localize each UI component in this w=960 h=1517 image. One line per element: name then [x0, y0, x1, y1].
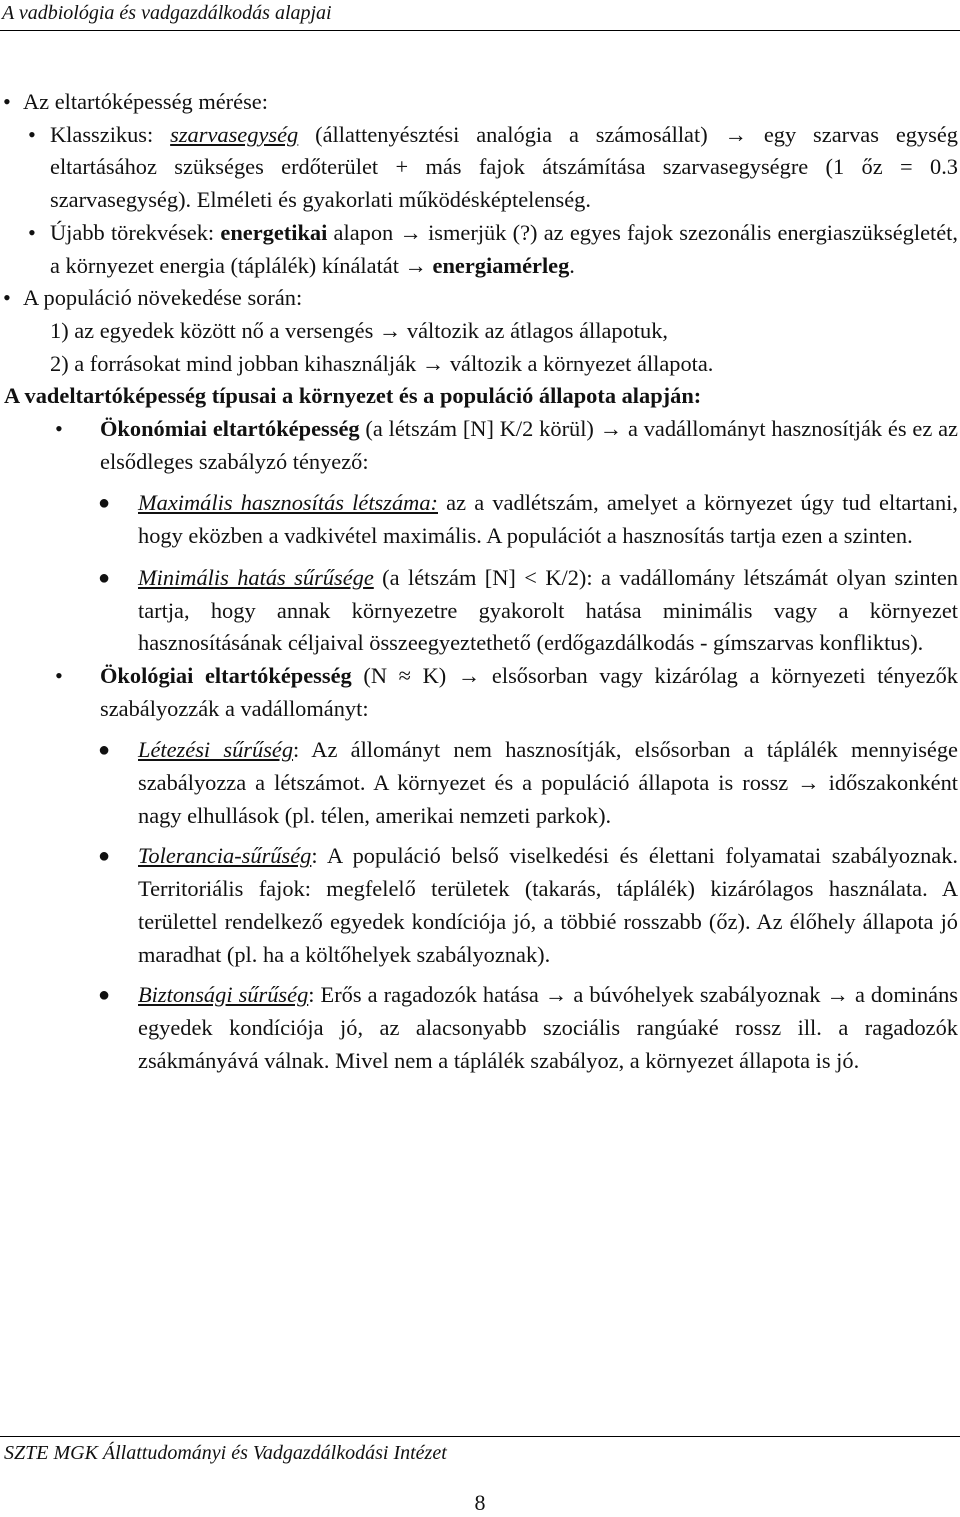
- bullet-icon: •: [28, 219, 36, 245]
- bullet-icon: •: [55, 416, 63, 442]
- bullet-economic-capacity: • Ökonómiai eltartóképesség (a létszám [N] K/2 körül) → a vadállományt hasznosítják és ez az elsődleges szabályzó tényező:: [0, 413, 958, 478]
- bullet-icon: •: [55, 662, 63, 688]
- growth-item-1: 1) az egyedek között nő a versengés → változik az átlagos állapotuk,: [50, 317, 669, 343]
- subbullet-tolerance-density: ● Tolerancia-sűrűség: A populáció belső viselkedési és élettani folyamatai szabályoznak. Territoriális fajok: megfelelő területek (takarás, táplálék) kizárólagos használata. A területtel rendelkező egyedek kondíciója jó, a többié rosszabb (őz). Az élőhely állapota jó maradhat (pl. ha a költőhelyek szabályoznak).: [0, 840, 958, 971]
- arrow-icon: →: [544, 982, 568, 1008]
- bullet-icon: ●: [98, 845, 111, 868]
- bullet-ecological-capacity: • Ökológiai eltartóképesség (N ≈ K) → elsősorban vagy kizárólag a környezeti tényezők szabályozzák a vadállományt:: [0, 660, 958, 725]
- term-safety: Biztonsági sűrűség: [138, 982, 309, 1008]
- footer-institute: SZTE MGK Állattudományi és Vadgazdálkodási Intézet: [4, 1442, 447, 1464]
- arrow-icon: →: [399, 219, 422, 245]
- subbullet-maximal-use: ● Maximális hasznosítás létszáma: az a vadlétszám, amelyet a környezet úgy tud eltartani, hogy eközben a vadkivétel maximális. A populációt a hasznosítás tartja ezen a szinten.: [0, 487, 958, 552]
- header-rule: [0, 30, 960, 31]
- arrow-icon: →: [724, 121, 747, 147]
- arrow-icon: →: [797, 770, 820, 796]
- arrow-icon: →: [599, 416, 623, 442]
- bullet-icon: ●: [98, 739, 111, 762]
- subbullet-existence-density: ● Létezési sűrűség: Az állományt nem hasznosítják, elsősorban a táplálék mennyisége szabályozza a létszámot. A környezet és a populáció állapota is rossz → időszakonként nagy elhullások (pl. télen, amerikai nemzeti parkok).: [0, 734, 958, 832]
- arrow-icon: →: [421, 350, 445, 376]
- subbullet-safety-density: ● Biztonsági sűrűség: Erős a ragadozók hatása → a búvóhelyek szabályoznak → a domináns egyedek kondíciója jó, az alacsonyabb szociális rangúaké rossz ill. a ragadozók zsákmányává válnak. Mivel nem a táplálék szabályoz, a környezet állapota is jó.: [0, 979, 958, 1077]
- bullet-new-approaches: • Újabb törekvések: energetikai alapon → ismerjük (?) az egyes fajok szezonális energiaszükségletét, a környezet energia (táplálék) kínálatát → energiamérleg.: [0, 217, 958, 282]
- arrow-icon: →: [826, 982, 849, 1008]
- term-max-use: Maximális hasznosítás létszáma:: [138, 490, 438, 516]
- term-min-impact: Minimális hatás sűrűsége: [138, 564, 374, 590]
- subbullet-minimal-impact: ● Minimális hatás sűrűsége (a létszám [N] < K/2): a vadállomány létszámát olyan szinten tartja, hogy annak környezetre gyakorolt hatása minimális vagy a környezet hasznosításának céljaival összeegyeztethető (erdőgazdálkodás - gímszarvas konfliktus).: [0, 562, 958, 660]
- growth-item-2: 2) a forrásokat mind jobban kihasználják → változik a környezet állapota.: [50, 350, 714, 376]
- term-existence: Létezési sűrűség: [138, 737, 294, 763]
- bullet-classic-method: • Klasszikus: szarvasegység (állattenyésztési analógia a számosállat) → egy szarvas egység eltartásához szükséges erdőterület + más fajok átszámítása szarvasegységre (1 őz = 0.3 szarvasegység). Elméleti és gyakorlati működésképtelenség.: [0, 119, 958, 217]
- page-number: 8: [474, 1490, 486, 1515]
- term-szarvasegyseg: szarvasegység: [170, 121, 299, 147]
- document-body: [0, 86, 958, 1077]
- bullet-capacity-measurement: • Az eltartóképesség mérése:: [0, 86, 958, 119]
- bullet-icon: •: [3, 89, 11, 114]
- page-header: [0, 0, 960, 26]
- bullet-icon: •: [28, 121, 36, 147]
- section-heading: A vadeltartóképesség típusai a környezet és a populáció állapota alapján:: [4, 383, 702, 409]
- footer-rule: [0, 1436, 960, 1437]
- bullet-icon: ●: [98, 984, 111, 1007]
- bullet-population-growth: • A populáció növekedése során:: [0, 282, 958, 315]
- arrow-icon: →: [378, 317, 402, 343]
- bullet-icon: •: [3, 285, 11, 311]
- header-title: A vadbiológia és vadgazdálkodás alapjai: [2, 2, 332, 24]
- arrow-icon: →: [457, 662, 481, 688]
- bullet-icon: ●: [98, 566, 111, 589]
- bullet-icon: ●: [98, 492, 111, 515]
- term-tolerance: Tolerancia-sűrűség: [138, 843, 312, 869]
- arrow-icon: →: [404, 252, 427, 278]
